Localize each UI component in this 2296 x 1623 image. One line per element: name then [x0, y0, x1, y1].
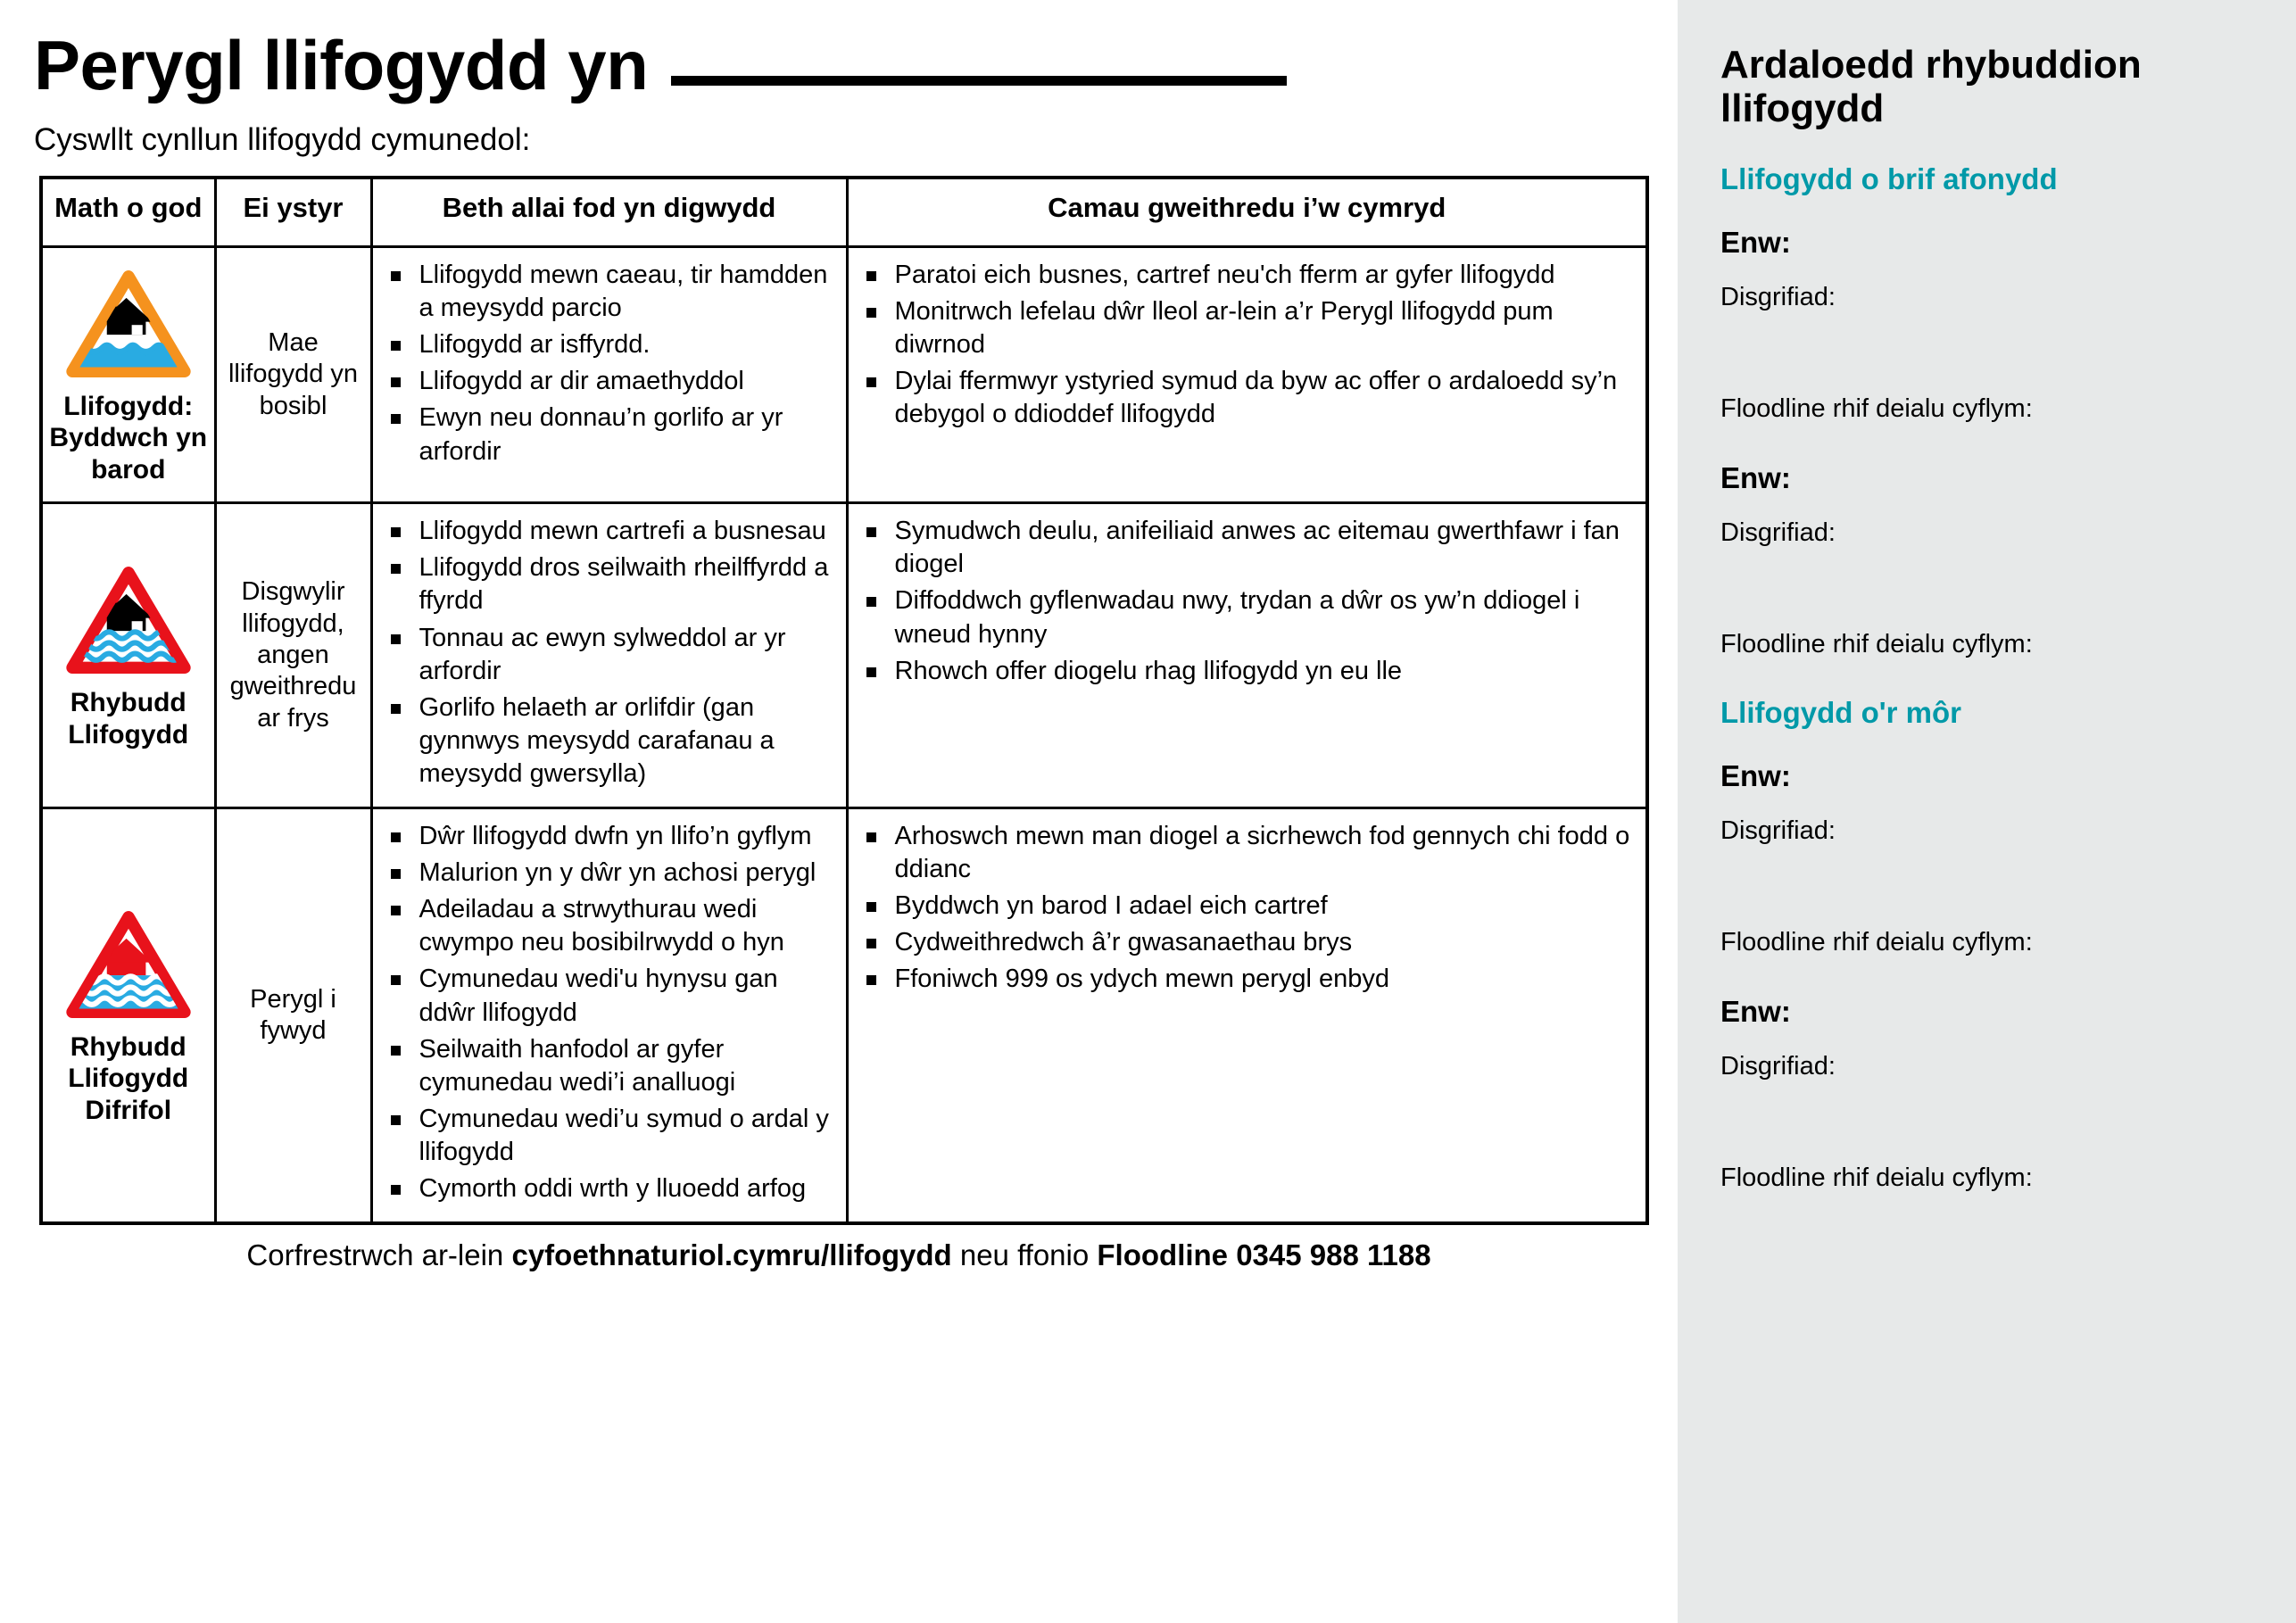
list-item: Ewyn neu donnau’n gorlifo ar yr arfordir	[382, 402, 833, 468]
footer-registration-line	[0, 1225, 1678, 1273]
list-item: Byddwch yn barod I adael eich cartref	[858, 890, 1634, 923]
area-description-label: Disgrifiad:	[1720, 816, 1836, 846]
footer-website-link[interactable]: cyfoethnaturiol.cymru/llifogydd	[511, 1238, 952, 1272]
table-row	[41, 503, 1647, 808]
community-plan-contact-label: Cyswllt cynllun llifogydd cymunedol:	[34, 122, 531, 157]
sidebar-area-entry	[1720, 759, 2260, 957]
list-item: Cymunedau wedi'u hynysu gan ddŵr llifogydd	[382, 963, 833, 1029]
area-description-label: Disgrifiad:	[1720, 518, 1836, 547]
code-cell-flood-alert	[41, 247, 215, 503]
list-item: Monitrwch lefelau dŵr lleol ar-lein a’r Perygl llifogydd pum diwrnod	[858, 295, 1634, 361]
list-item: Llifogydd dros seilwaith rheilffyrdd a ffyrdd	[382, 551, 833, 617]
list-item: Ffoniwch 999 os ydych mewn perygl enbyd	[858, 963, 1634, 996]
list-item: Cymorth oddi wrth y lluoedd arfog	[382, 1172, 833, 1205]
area-name-label: Enw:	[1720, 759, 1791, 793]
sidebar-area-entry	[1720, 461, 2260, 659]
code-label: Llifogydd: Byddwch yn barod	[49, 392, 208, 484]
area-description-label: Disgrifiad:	[1720, 1052, 1836, 1081]
list-item: Cydweithredwch â’r gwasanaethau brys	[858, 926, 1634, 959]
list-item: Dŵr llifogydd dwfn yn llifo’n gyflym	[382, 820, 833, 853]
sidebar-area-entry	[1720, 226, 2260, 424]
actions-list	[858, 820, 1634, 997]
table-row	[41, 808, 1647, 1224]
location-blank-line[interactable]	[671, 76, 1287, 86]
code-cell-flood-warning	[41, 503, 215, 808]
list-item: Cymunedau wedi’u symud o ardal y llifogydd	[382, 1103, 833, 1169]
meaning-cell: Perygl i fywyd	[215, 808, 371, 1224]
what-may-happen-cell	[371, 808, 847, 1224]
actions-list	[858, 515, 1634, 688]
flood-alert-triangle-orange-icon	[63, 268, 194, 380]
area-floodline-quickdial-label: Floodline rhif deialu cyflym:	[1720, 629, 2033, 658]
list-item: Dylai ffermwyr ystyried symud da byw ac offer o ardaloedd sy’n debygol o ddioddef llifogydd	[858, 365, 1634, 431]
actions-cell	[847, 247, 1647, 503]
area-description-label: Disgrifiad:	[1720, 282, 1836, 311]
column-header-actions: Camau gweithredu i’w cymryd	[847, 178, 1647, 247]
sidebar-area-entry	[1720, 995, 2260, 1193]
list-item: Arhoswch mewn man diogel a sicrhewch fod gennych chi fodd o ddianc	[858, 820, 1634, 886]
list-item: Llifogydd ar isffyrdd.	[382, 328, 833, 361]
list-item: Rhowch offer diogelu rhag llifogydd yn eu lle	[858, 655, 1634, 688]
footer-floodline-number: Floodline 0345 988 1188	[1097, 1238, 1431, 1272]
list-item: Gorlifo helaeth ar orlifdir (gan gynnwys meysydd carafanau a meysydd gwersylla)	[382, 691, 833, 791]
list-item: Diffoddwch gyflenwadau nwy, trydan a dŵr os yw’n ddiogel i wneud hynny	[858, 584, 1634, 650]
list-item: Paratoi eich busnes, cartref neu'ch fferm ar gyfer llifogydd	[858, 259, 1634, 292]
code-label: Rhybudd Llifogydd	[68, 688, 189, 749]
page-title-row	[0, 0, 1678, 104]
actions-cell	[847, 808, 1647, 1224]
list-item: Malurion yn y dŵr yn achosi perygl	[382, 857, 833, 890]
list-item: Llifogydd ar dir amaethyddol	[382, 365, 833, 398]
list-item: Llifogydd mewn cartrefi a busnesau	[382, 515, 833, 548]
what-may-happen-list	[382, 820, 833, 1205]
area-name-label: Enw:	[1720, 995, 1791, 1029]
area-name-label: Enw:	[1720, 460, 1791, 494]
flood-codes-table-wrapper	[0, 158, 1678, 1226]
what-may-happen-list	[382, 259, 833, 468]
flood-warning-triangle-red-icon	[63, 564, 194, 676]
code-cell-severe-flood-warning	[41, 808, 215, 1224]
actions-list	[858, 259, 1634, 432]
area-name-label: Enw:	[1720, 225, 1791, 259]
sidebar-section-heading: Llifogydd o brif afonydd	[1720, 161, 2058, 195]
flood-codes-table	[39, 176, 1649, 1226]
column-header-code-type: Math o god	[41, 178, 215, 247]
table-row	[41, 247, 1647, 503]
severe-flood-warning-triangle-red-icon	[63, 908, 194, 1021]
table-header-row	[41, 178, 1647, 247]
list-item: Symudwch deulu, anifeiliaid anwes ac eitemau gwerthfawr i fan diogel	[858, 515, 1634, 581]
sidebar-sections	[1720, 163, 2260, 1194]
meaning-cell: Disgwylir llifogydd, angen gweithredu ar frys	[215, 503, 371, 808]
list-item: Seilwaith hanfodol ar gyfer cymunedau wedi’i analluogi	[382, 1033, 833, 1099]
area-floodline-quickdial-label: Floodline rhif deialu cyflym:	[1720, 393, 2033, 423]
sidebar-section-heading: Llifogydd o'r môr	[1720, 695, 1961, 729]
column-header-what-may-happen: Beth allai fod yn digwydd	[371, 178, 847, 247]
code-label: Rhybudd Llifogydd Difrifol	[68, 1032, 189, 1125]
flood-warning-areas-sidebar	[1678, 0, 2296, 1623]
actions-cell	[847, 503, 1647, 808]
what-may-happen-list	[382, 515, 833, 791]
what-may-happen-cell	[371, 503, 847, 808]
page-title: Perygl llifogydd yn	[34, 26, 649, 104]
footer-middle: neu ffonio	[951, 1238, 1098, 1272]
footer-prefix: Corfrestrwch ar-lein	[246, 1238, 512, 1272]
area-floodline-quickdial-label: Floodline rhif deialu cyflym:	[1720, 1163, 2033, 1193]
sidebar-title: Ardaloedd rhybuddion llifogydd	[1720, 43, 2142, 131]
list-item: Tonnau ac ewyn sylweddol ar yr arfordir	[382, 622, 833, 688]
list-item: Adeiladau a strwythurau wedi cwympo neu bosibilrwydd o hyn	[382, 893, 833, 959]
meaning-cell: Mae llifogydd yn bosibl	[215, 247, 371, 503]
column-header-meaning: Ei ystyr	[215, 178, 371, 247]
what-may-happen-cell	[371, 247, 847, 503]
area-floodline-quickdial-label: Floodline rhif deialu cyflym:	[1720, 928, 2033, 957]
list-item: Llifogydd mewn caeau, tir hamdden a meysydd parcio	[382, 259, 833, 325]
